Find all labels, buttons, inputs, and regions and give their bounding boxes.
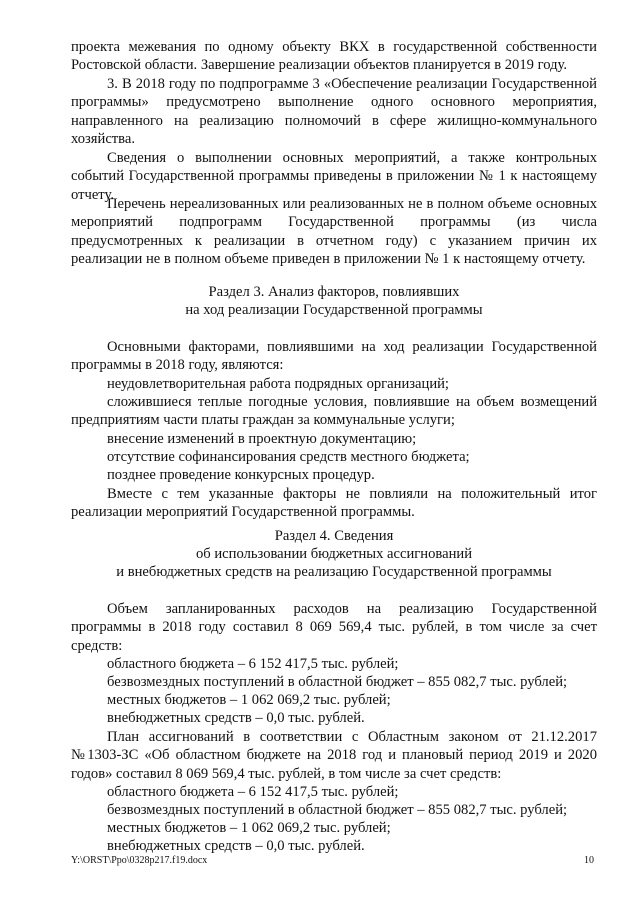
section3-intro: Основными факторами, повлиявшими на ход реализации Государственной программы в 2018 году, являются:	[71, 339, 597, 374]
point3-paragraph: 3. В 2018 году по подпрограмме 3 «Обеспечение реализации Государственной программы» предусмотрено выполнение одного основного мероприятия, направленного на реализацию полномочий в сфере жилищно-коммунального хозяйства.	[71, 76, 597, 148]
plan-source-item: внебюджетных средств – 0,0 тыс. рублей.	[107, 838, 365, 854]
factor-item: неудовлетворительная работа подрядных организаций;	[107, 376, 449, 392]
planned-source-item: безвозмездных поступлений в областной бюджет – 855 082,7 тыс. рублей;	[107, 674, 568, 690]
intro-paragraph: проекта межевания по одному объекту ВКХ в государственной собственности Ростовской области. Завершение реализации объектов планируется в 2019 году.	[71, 39, 597, 74]
section3-heading-line2: на ход реализации Государственной программы	[185, 302, 483, 318]
factor-item: сложившиеся теплые погодные условия, повлиявшие на объем возмещений предприятиям части платы граждан за коммунальные услуги;	[71, 394, 597, 429]
section4-heading-line3: и внебюджетных средств на реализацию Государственной программы	[116, 564, 552, 580]
planned-source-item: внебюджетных средств – 0,0 тыс. рублей.	[107, 710, 365, 726]
factor-item: позднее проведение конкурсных процедур.	[107, 467, 375, 483]
factor-item: внесение изменений в проектную документацию;	[107, 431, 417, 447]
section3-heading-line1: Раздел 3. Анализ факторов, повлиявших	[208, 284, 460, 300]
planned-source-item: местных бюджетов – 1 062 069,2 тыс. рублей;	[107, 692, 391, 708]
footer-file-path: Y:\ORST\Ppo\0328p217.f19.docx	[71, 855, 208, 866]
allocation-plan-paragraph: План ассигнований в соответствии с Областным законом от 21.12.2017 №1303-ЗС «Об областном бюджете на 2018 год и плановый период 2019 и 2020 годов» составил 8 069 569,4 тыс. рублей, в том числе за счет средств:	[71, 729, 597, 782]
section4-heading-line1: Раздел 4. Сведения	[274, 528, 394, 544]
events-info-paragraph: Сведения о выполнении основных мероприятий, а также контрольных событий Государственной программы приведены в приложении № 1 к настоящему отчету.	[71, 150, 597, 203]
section4-heading-line2: об использовании бюджетных ассигнований	[196, 546, 472, 562]
section3-conclusion: Вместе с тем указанные факторы не повлияли на положительный итог реализации мероприятий Государственной программы.	[71, 486, 597, 521]
page-number: 10	[584, 855, 594, 866]
plan-source-item: безвозмездных поступлений в областной бюджет – 855 082,7 тыс. рублей;	[107, 802, 568, 818]
factor-item: отсутствие софинансирования средств местного бюджета;	[107, 449, 470, 465]
planned-expenses-paragraph: Объем запланированных расходов на реализацию Государственной программы в 2018 году составил 8 069 569,4 тыс. рублей, в том числе за счет средств:	[71, 601, 597, 654]
unrealized-list-paragraph: Перечень нереализованных или реализованных не в полном объеме основных мероприятий подпрограмм Государственной программы (из числа предусмотренных к реализации в отчетном году) с указанием причин их реализации не в полном объеме приведен в приложении № 1 к настоящему отчету.	[71, 196, 597, 268]
planned-source-item: областного бюджета – 6 152 417,5 тыс. рублей;	[107, 656, 399, 672]
plan-source-item: областного бюджета – 6 152 417,5 тыс. рублей;	[107, 784, 399, 800]
plan-source-item: местных бюджетов – 1 062 069,2 тыс. рублей;	[107, 820, 391, 836]
